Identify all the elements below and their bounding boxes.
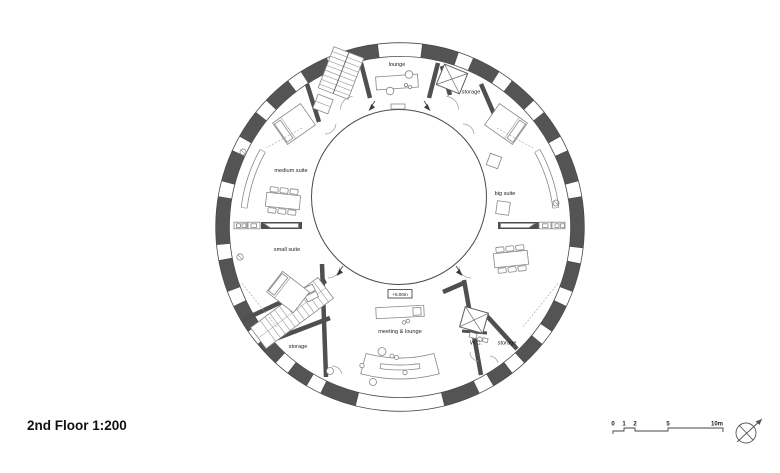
courtyard-circle <box>312 110 487 285</box>
label-storage-bottom-left: storage <box>288 344 308 350</box>
sheet-title: 2nd Floor 1:200 <box>27 418 127 433</box>
dining-table-medium-suite <box>265 186 302 215</box>
sofa-medium-suite <box>241 149 265 208</box>
label-storage-bottom-right: storage <box>497 340 517 347</box>
label-meeting-lounge: meeting & lounge <box>378 329 422 335</box>
level-marker-top <box>391 104 405 109</box>
label-big-suite: big suite <box>494 191 516 197</box>
label-small-suite: small suite <box>273 247 301 253</box>
label-storage-top: storage <box>461 89 481 96</box>
label-lounge: lounge <box>388 62 406 68</box>
label-medium-suite: medium suite <box>274 168 308 174</box>
chaise-big-suite <box>535 149 559 208</box>
scale-tick-1: 1 <box>622 421 626 428</box>
elevator-bottom-right <box>460 307 489 334</box>
scale-tick-10m: 10m <box>710 421 724 428</box>
scale-tick-2: 2 <box>633 421 637 428</box>
side-table-big-suite-1 <box>486 153 501 168</box>
side-table-big-suite-2 <box>496 201 511 216</box>
lounge-furniture <box>376 71 419 95</box>
north-arrow-icon <box>736 419 762 443</box>
elevation-marker <box>388 290 412 299</box>
label-wc: W.C. <box>469 340 483 347</box>
scale-tick-5: 5 <box>666 421 670 428</box>
scale-bar <box>611 422 723 435</box>
elevation-label: +6.00m <box>392 291 408 297</box>
dining-table-big-suite <box>493 244 530 273</box>
scale-tick-0: 0 <box>611 421 615 428</box>
bed-medium-suite <box>273 104 316 145</box>
meeting-lounge-furniture <box>327 305 440 385</box>
